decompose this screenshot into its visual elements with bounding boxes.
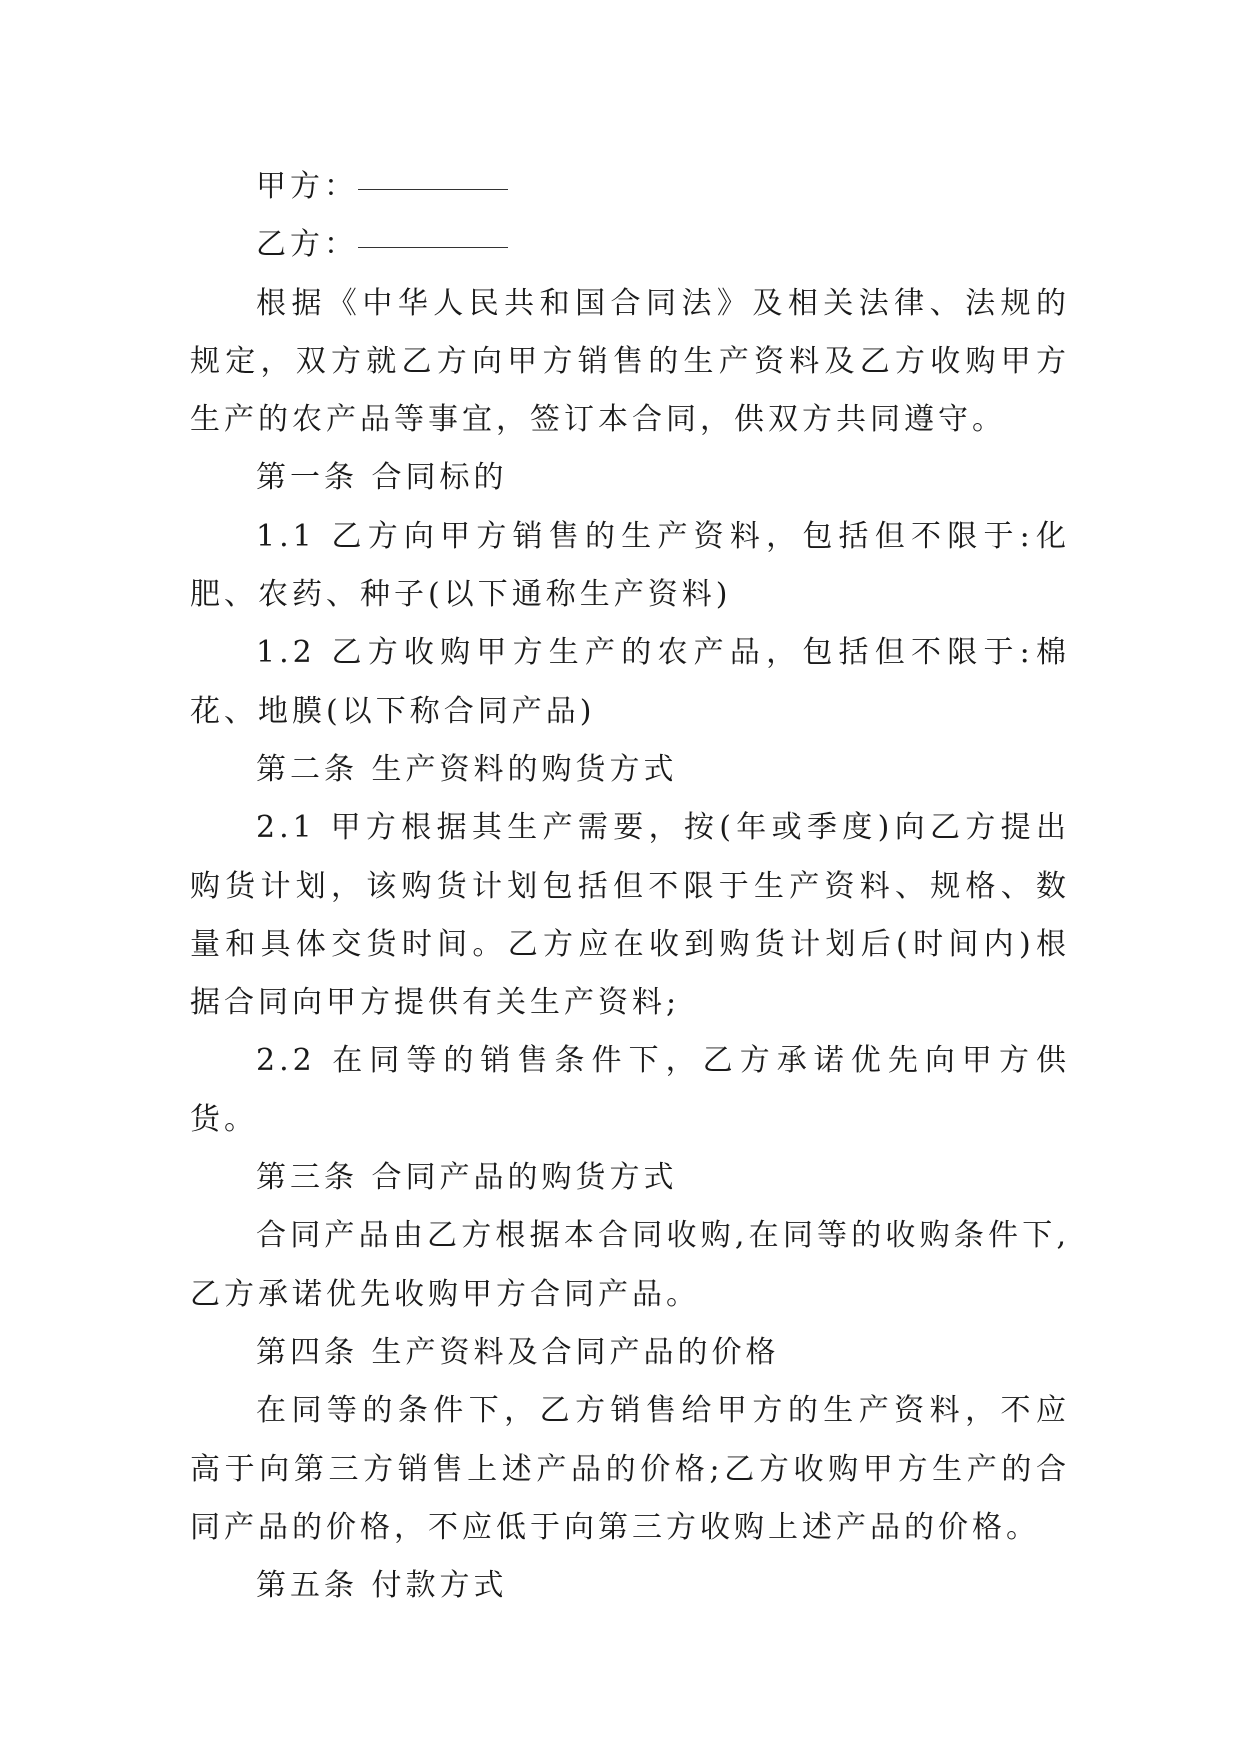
article-2-heading: 第二条 生产资料的购货方式 [256,751,678,787]
party-a-label: 甲方： [256,169,358,204]
article-3-body: 合同产品由乙方根据本合同收购,在同等的收购条件下,乙方承诺优先收购甲方合同产品。 [190,1218,1070,1312]
article-4-body: 在同等的条件下，乙方销售给甲方的生产资料，不应高于向第三方销售上述产品的价格;乙方收购甲方生产的合同产品的价格，不应低于向第三方收购上述产品的价格。 [190,1393,1070,1545]
clause-2-1: 2.1 甲方根据其生产需要，按(年或季度)向乙方提出购货计划，该购货计划包括但不限于生产资料、规格、数量和具体交货时间。乙方应在收到购货计划后(时间内)根据合同向甲方提供有关生产资料; [190,810,1070,1021]
party-a-line [190,158,1070,216]
contract-body [190,158,1070,1615]
article-3-heading: 第三条 合同产品的购货方式 [256,1160,678,1196]
party-b-line [190,216,1070,274]
party-b-label: 乙方： [256,227,358,263]
clause-1-2: 1.2 乙方收购甲方生产的农产品，包括但不限于:棉花、地膜(以下称合同产品) [190,635,1070,729]
article-1-heading: 第一条 合同标的 [256,460,508,496]
party-b-blank [358,246,508,248]
clause-2-2: 2.2 在同等的销售条件下，乙方承诺优先向甲方供货。 [190,1043,1070,1137]
clause-1-1: 1.1 乙方向甲方销售的生产资料，包括但不限于:化肥、农药、种子(以下通称生产资料) [190,518,1070,613]
article-4-heading: 第四条 生产资料及合同产品的价格 [256,1334,780,1370]
preamble-paragraph: 根据《中华人民共和国合同法》及相关法律、法规的规定，双方就乙方向甲方销售的生产资料及乙方收购甲方生产的农产品等事宜，签订本合同，供双方共同遵守。 [190,285,1070,438]
article-5-heading: 第五条 付款方式 [256,1568,508,1604]
party-a-blank [358,188,508,190]
